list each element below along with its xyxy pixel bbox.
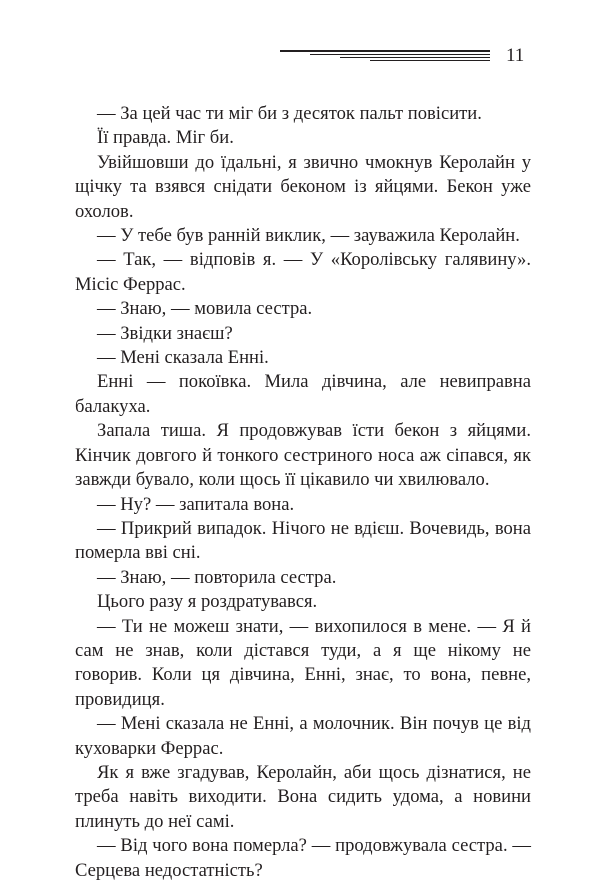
paragraph: — Від чого вона померла? — продовжувала сестра. — Серцева недостатність? <box>75 835 531 881</box>
paragraph: Цього разу я роздратувався. <box>97 591 318 613</box>
paragraph: — Ти не можеш знати, — вихопилося в мене. — Я й сам не знав, коли дістався туди, а я ще нікому не говорив. Коли ця дівчина, Енні, знає, то вона, певне, провидиця. <box>75 615 531 710</box>
header-rule <box>370 60 490 61</box>
header-rule <box>310 54 490 55</box>
decorative-rules <box>280 50 490 62</box>
paragraph: — Знаю, — мовила сестра. <box>97 298 313 320</box>
paragraph: — Так, — відповів я. — У «Королівську галявину». Місіс Феррас. <box>75 249 531 295</box>
paragraph: — Мені сказала Енні. <box>97 347 269 369</box>
body-text <box>75 102 531 883</box>
paragraph: Її правда. Міг би. <box>97 127 234 149</box>
paragraph: — Знаю, — повторила сестра. <box>97 566 337 588</box>
paragraph: — Мені сказала не Енні, а молочник. Він почув це від куховарки Феррас. <box>75 713 531 759</box>
header-rule <box>280 50 490 52</box>
paragraph: — Ну? — запитала вона. <box>97 493 295 515</box>
header-rule <box>340 57 490 58</box>
page-number: 11 <box>506 45 525 66</box>
paragraph: Увійшовши до їдальні, я звично чмокнув Керолайн у щічку та взявся снідати беконом із яйцями. Бекон уже охолов. <box>75 151 531 222</box>
paragraph: — Прикрий випадок. Нічого не вдієш. Вочевидь, вона померла вві сні. <box>75 517 531 564</box>
paragraph: Як я вже згадував, Керолайн, аби щось дізнатися, не треба навіть виходити. Вона сидить удома, а новини плинуть до неї самі. <box>75 761 531 832</box>
paragraph: — У тебе був ранній виклик, — зауважила Керолайн. <box>97 225 520 247</box>
paragraph: — Звідки знаєш? <box>97 322 233 344</box>
paragraph: Запала тиша. Я продовжував їсти бекон з яйцями. Кінчик довгого й тонкого сестриного носа аж сіпався, як завжди бувало, коли щось її цікавило чи хвилювало. <box>75 420 531 491</box>
running-header <box>280 44 530 68</box>
paragraph: Енні — покоївка. Мила дівчина, але невиправна балакуха. <box>75 371 531 417</box>
paragraph: — За цей час ти міг би з десяток пальт повісити. <box>97 103 482 124</box>
